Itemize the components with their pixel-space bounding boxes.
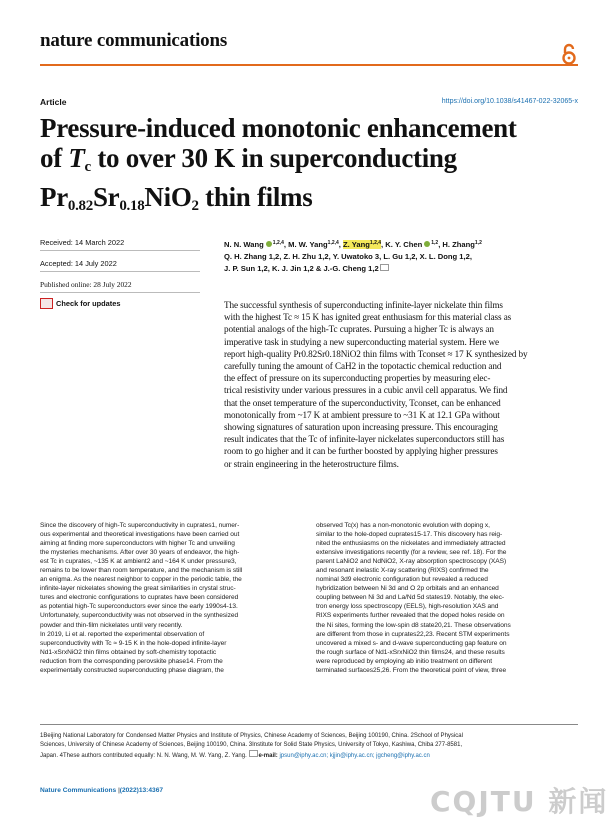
body-line: reduction from the corresponding perovskite phase14. From the [40, 657, 223, 665]
abstract-line: The successful synthesis of superconducting infinite-layer nickelate thin films [224, 300, 503, 310]
affiliations [40, 732, 580, 761]
body-line: In 2019, Li et al. reported the experimental observation of [40, 630, 205, 638]
abstract-line: showing signatures of saturation upon increasing pressure. This encouraging [224, 422, 498, 433]
body-line: observed Tc(x) has a non-monotonic evolution with doping x, [316, 522, 490, 529]
body-line: RIXS experiments further revealed that the doped holes reside on [316, 612, 505, 620]
author-line-1: N. N. Wang $^{1,2,4}$, M. W. Yang$^{1,2,4}$, Z. Yang$^{1,2,4}$, K. Y. Chen $^{1,2}$, H. Zhang$^{1,2}$ [224, 240, 482, 249]
check-updates-icon [40, 298, 53, 309]
body-line: were reproduced by employing ab initio treatment on different [316, 657, 493, 665]
body-line: similar to the hole-doped cuprates15-17. This discovery has reig- [316, 531, 503, 539]
abstract-line: carefully tuning the amount of CaH2 in the topotactic chemical reduction and [224, 361, 502, 372]
email-links[interactable]: jpsun@iphy.ac.cn; kjjin@iphy.ac.cn; jgcheng@iphy.ac.cn [279, 753, 430, 759]
highlighted-author: Z. Yang$^{1,2,4}$ [343, 240, 382, 249]
body-line: infinite-layer nickelates showing the great similarities in crystal struc- [40, 585, 236, 593]
body-line: experimentally constructed superconducting phase diagram, the [40, 666, 224, 674]
body-line: tron energy loss spectroscopy (EELS), high-resolution XAS and [316, 603, 499, 611]
body-column-right [316, 521, 582, 675]
author-list [224, 237, 584, 275]
abstract-line: trical resistivity under various pressures in a cubic anvil cell apparatus. We find [224, 385, 508, 396]
footer-journal: Nature Communications [40, 787, 117, 794]
abstract-line: imperative task in studying a new superconducting material system. Here we [224, 336, 500, 347]
affiliation-line: 1Beijing National Laboratory for Condensed Matter Physics and Institute of Physics, Chinese Academy of Sciences, Beijing 100190, China. 2School of Physical [40, 733, 463, 739]
body-line: nited the enthusiasms on the nickelates and immediately attracted [316, 540, 506, 548]
abstract-line: result indicates that the Tc of infinite-layer nickelates superconductors still has [224, 434, 505, 445]
orcid-icon[interactable] [424, 241, 430, 247]
body-line: est Tc in cuprates, ~135 K at ambient2 and ~164 K under pressure3, [40, 558, 237, 566]
body-line: Nd1-xSrxNiO2 thin films obtained by soft-chemistry topotactic [40, 648, 217, 656]
body-line: nominal 3d9 electronic configuration but revealed a reduced [316, 576, 488, 584]
affiliation-line: Sciences, University of Chinese Academy of Sciences, Beijing 100190, China. 3Institute for Solid State Physics, University of Tokyo, Kashiwa, Chiba 277-8581, [40, 742, 463, 748]
body-line: terminated surfaces25,26. From the theoretical point of view, three [316, 666, 507, 674]
abstract-line: potential analogs of the high-Tc cuprates. Pursuing a higher Tc is always an [224, 324, 494, 335]
body-line: extensive investigations recently (for a review, see ref. 18). For the [316, 549, 507, 557]
body-line: coupling between Ni 3d and La/Nd 5d states19. Notably, the elec- [316, 594, 505, 602]
article-type: Article [40, 97, 67, 107]
published-date: Published online: 28 July 2022 [40, 280, 132, 289]
body-column-left [40, 521, 306, 675]
body-line: ous experimental and theoretical investigations have been carried out [40, 531, 240, 539]
affiliation-line: Japan. 4These authors contributed equally: N. N. Wang, M. W. Yang, Z. Yang. e-mail: jpsun@iphy.ac.cn; kjjin@iphy.ac.cn; jgcheng@iphy.ac.cn [40, 750, 580, 761]
journal-name: nature communications [40, 30, 228, 51]
body-line: the mysteries mechanisms. After over 30 years of endeavor, the high- [40, 549, 240, 557]
abstract-line: room to go higher and it can be further boosted by applying higher pressures [224, 446, 498, 457]
watermark: CQJTU 新闻 [430, 785, 609, 818]
abstract-line: monotonically from ~17 K at ambient pressure to ~31 K at 12.1 GPa without [224, 409, 500, 420]
title-line-1: Pressure-induced monotonic enhancement [40, 113, 517, 143]
title-line-3: $Pr_{0.82}Sr_{0.18}NiO_2$ thin films [40, 182, 313, 214]
open-access-icon [560, 42, 578, 66]
check-updates-button[interactable]: Check for updates [40, 298, 120, 309]
abstract-line: that the onset temperature of the superconductivity, Tconset, can be enhanced [224, 397, 501, 408]
abstract-line: report high-quality Pr0.82Sr0.18NiO2 thin films with Tconset ≈ 17 K synthesized by [224, 348, 528, 359]
body-line: powder and thin-film nickelates until very recently. [40, 621, 183, 629]
received-date: Received: 14 March 2022 [40, 238, 125, 247]
header-rule [40, 64, 578, 66]
page-footer: Nature Communications |(2022)13:4367 [40, 787, 164, 794]
body-line: tures and electronic configurations to cuprates have been considered [40, 594, 239, 602]
author-line-3: J. P. Sun 1,2, K. J. Jin 1,2 & J.-G. Cheng 1,2 [224, 263, 584, 275]
footer-ref: (2022)13:4367 [119, 787, 164, 794]
body-line: the rough surface of Nd1-xSrxNiO2 thin films24, and these results [316, 648, 505, 656]
title-line-2: of $T_c$ to over 30 K in superconducting [40, 143, 457, 175]
body-line: as potential high-Tc superconductors ever since the early 1990s4-13. [40, 603, 238, 611]
author-line-2: Q. H. Zhang 1,2, Z. H. Zhu 1,2, Y. Uwatoko 3, L. Gu 1,2, X. L. Dong 1,2, [224, 252, 472, 261]
abstract-line: the effect of pressure on its superconducting properties by measuring elec- [224, 373, 491, 384]
body-line: aiming at finding more superconductors with higher Tc and unveiling [40, 540, 235, 548]
orcid-icon[interactable] [266, 241, 272, 247]
divider [40, 271, 200, 272]
divider [40, 292, 200, 293]
body-line: are different from those in cuprates22,23. Recent STM experiments [316, 630, 510, 638]
abstract [224, 299, 580, 470]
body-line: remains to be lower than room temperature, and the mechanism is still [40, 567, 243, 575]
body-line: parent LaNiO2 and NdNiO2, X-ray absorption spectroscopy (XAS) [316, 558, 507, 566]
body-line: hybridization between Ni 3d and O 2p orbitals and an enhanced [316, 585, 499, 593]
article-title [40, 113, 580, 221]
divider [40, 250, 200, 251]
body-line: Since the discovery of high-Tc superconductivity in cuprates1, numer- [40, 522, 240, 529]
abstract-line: with the highest Tc ≈ 15 K has ignited great enthusiasm for this material class as [224, 312, 512, 323]
footnote-rule [40, 724, 578, 725]
body-line: Unfortunately, superconductivity was not observed in the synthesized [40, 612, 239, 620]
abstract-line: or strain engineering in the heterostructure films. [224, 458, 399, 469]
body-line: superconductivity with Tc ≈ 9-15 K in the hole-doped infinite-layer [40, 639, 227, 647]
body-line: uncovered a mixed s- and d-wave superconducting gap feature on [316, 639, 507, 647]
body-line: and resonant inelastic X-ray scattering (RIXS) confirmed the [316, 567, 489, 575]
email-icon[interactable] [380, 264, 389, 271]
body-line: the Ni sites, forming the low-spin d8 state20,21. These observations [316, 621, 511, 629]
accepted-date: Accepted: 14 July 2022 [40, 259, 117, 268]
doi-link[interactable]: https://doi.org/10.1038/s41467-022-32065-x [441, 98, 578, 105]
body-line: an enigma. As the nearest neighbor to copper in the periodic table, the [40, 576, 242, 584]
